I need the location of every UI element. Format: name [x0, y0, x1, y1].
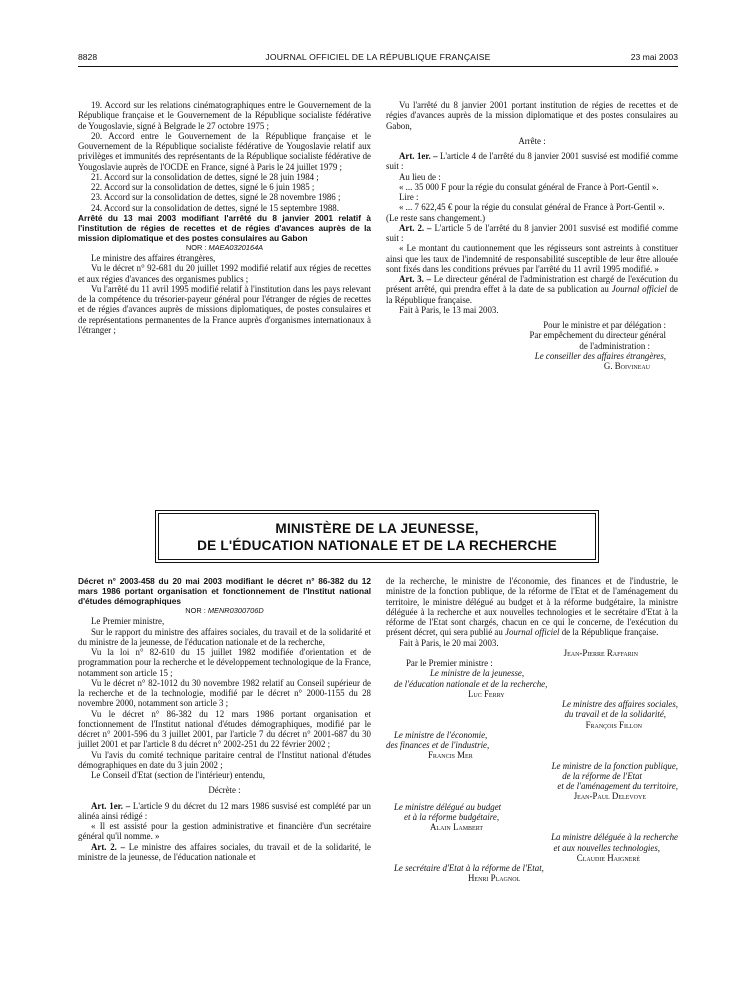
signatory-name: Luc Ferry [468, 688, 505, 699]
paragraph: Vu la loi n° 82-610 du 15 juillet 1982 modifiée d'orientation et de programmation pour la recherche et le développement technologique de la France, notamment son article 15 ; [78, 647, 371, 678]
signature-line: de l'administration : [579, 340, 650, 351]
arrete-heading: Arrête : [518, 135, 546, 146]
paragraph: (Le reste sans changement.) [386, 212, 486, 223]
list-item: 23. Accord sur la consolidation de dettes, signé le 28 novembre 1986 ; [91, 192, 341, 203]
list-item: 22. Accord sur la consolidation de dettes, signé le 6 juin 1985 ; [91, 182, 315, 192]
signatory-name: Henri Plagnol [468, 873, 521, 884]
fait-line: Fait à Paris, le 20 mai 2003. [399, 637, 499, 648]
signatory-name: Alain Lambert [430, 822, 484, 832]
quote: « ... 7 622,45 € pour la régie du consulat général de France à Port-Gentil ». [399, 202, 665, 213]
fait-line: Fait à Paris, le 13 mai 2003. [399, 304, 499, 315]
right-top-column [386, 100, 678, 371]
paragraph: Vu l'avis du comité technique paritaire central de l'Institut national d'études démographiques en date du 3 juin 2002 ; [78, 749, 371, 770]
list-item: 20. Accord entre le Gouvernement de la République française et le Gouvernement de la République socialiste fédérative de Yougoslavie relatif aux privilèges et immunités des représentants de la République socialiste fédérative de Yougoslavie auprès de l'OCDE en France, signé à Paris le 24 juillet 1979 ; [78, 130, 371, 172]
signature-line: La ministre déléguée à la recherche [551, 832, 678, 843]
decret-title: Décret n° 2003-458 du 20 mai 2003 modifiant le décret n° 86-382 du 12 mars 1986 portant organisation et fonctionnement de l'Institut national d'études démographiques [78, 576, 371, 606]
signature-line: et aux nouvelles technologies, [553, 842, 660, 853]
list-item: 21. Accord sur la consolidation de dettes, signé le 28 juin 1984 ; [91, 171, 319, 182]
page-number: 8828 [78, 52, 98, 62]
paragraph: Vu l'arrêté du 8 janvier 2001 portant institution de régies de recettes et de régies d'avances auprès de la mission diplomatique et des postes consulaires au Gabon, [386, 100, 678, 131]
left-bottom-column [78, 576, 371, 862]
signature-line: du travail et de la solidarité, [564, 709, 666, 720]
signature-line: Par empêchement du directeur général [529, 330, 666, 341]
page-header [78, 52, 678, 66]
quote: « Il est assisté pour la gestion administrative et financière d'un secrétaire général qu'il nomme. » [78, 821, 371, 842]
left-top-column [78, 100, 371, 335]
signature-line: de l'éducation nationale et de la recherche, [394, 678, 548, 689]
list-item: 24. Accord sur la consolidation de dettes, signé le 15 septembre 1988. [91, 202, 339, 213]
article-1: Art. 1er. – L'article 9 du décret du 12 mars 1986 susvisé est complété par un alinéa ainsi rédigé : [78, 800, 371, 821]
paragraph: de la recherche, le ministre de l'économie, des finances et de l'industrie, le ministre de la fonction publique, de la réforme de l'Etat et de l'aménagement du territoire, le ministre délégué au budget et à la réforme budgétaire, la ministre déléguée à la recherche et aux nouvelles technologies et le secrétaire d'Etat à la réforme de l'Etat sont chargés, chacun en ce qui le concerne, de l'exécution du présent décret, qui sera publié au Journal officiel de la République française. [386, 576, 678, 638]
signature-line: Par le Premier ministre : [406, 658, 493, 668]
signature-line: Le secrétaire d'Etat à la réforme de l'Etat, [394, 863, 544, 873]
right-bottom-column [386, 576, 678, 884]
ministry-heading: MINISTÈRE DE LA JEUNESSE, DE L'ÉDUCATION NATIONALE ET DE LA RECHERCHE [158, 513, 596, 560]
paragraph: Le Premier ministre, [91, 616, 165, 627]
signatory-name: Francis Mer [428, 750, 473, 761]
signature-line: Pour le ministre et par délégation : [543, 320, 666, 330]
quote: « ... 35 000 F pour la régie du consulat général de France à Port-Gentil ». [399, 181, 659, 192]
header-rule [78, 66, 678, 67]
signatory-name: François Fillon [585, 719, 642, 730]
paragraph: Le Conseil d'Etat (section de l'intérieur) entendu, [91, 770, 265, 780]
paragraph: Sur le rapport du ministre des affaires sociales, du travail et de la solidarité et du ministre de la jeunesse, de l'éducation nationale et de la recherche, [78, 626, 371, 647]
arrete-title: Arrêté du 13 mai 2003 modifiant l'arrêté du 8 janvier 2001 relatif à l'institution de régies de recettes et de régies d'avances auprès de la mission diplomatique et des postes consulaires au Gabon [78, 212, 371, 243]
nor-reference: NOR : MAEA0320164A [185, 242, 264, 252]
issue-date: 23 mai 2003 [630, 52, 678, 62]
signatory-name: G. Boivineau [603, 361, 650, 371]
quote: « Le montant du cautionnement que les régisseurs sont astreints à constituer ainsi que les taux de l'indemnité de responsabilité susceptible de leur être allouée sont fixés dans les conditions prévues par l'arrêté du 11 avril 1995 modifié. » [386, 243, 678, 274]
journal-title: JOURNAL OFFICIEL DE LA RÉPUBLIQUE FRANÇAISE [265, 52, 491, 62]
article-2: Art. 2. – Le ministre des affaires sociales, du travail et de la solidarité, le ministre de la jeunesse, de l'éducation nationale et [78, 841, 371, 862]
signature-line: Le ministre délégué au budget [394, 801, 502, 812]
signatory-name: Claudie Haigneré [576, 852, 640, 863]
signatory-name: Jean-Pierre Raffarin [563, 647, 638, 658]
paragraph: Vu le décret n° 86-382 du 12 mars 1986 portant organisation et fonctionnement de l'Institut national d'études démographiques, modifié par le décret n° 2001-596 du 3 juillet 2001, par l'article 7 du décret n° 2001-687 du 30 juillet 2001 et par l'article 8 du décret n° 2002-251 du 22 février 2002 ; [78, 708, 371, 750]
signature-line: Le ministre de la fonction publique, [551, 760, 678, 771]
paragraph: Vu le décret n° 92-681 du 20 juillet 1992 modifié relatif aux régies de recettes et aux régies d'avances des organismes publics ; [78, 263, 371, 284]
signature-line: de la réforme de l'Etat [562, 770, 642, 781]
signature-line: et de l'aménagement du territoire, [557, 781, 678, 791]
signature-line: Le conseiller des affaires étrangères, [534, 350, 666, 361]
signature-line: Le ministre de la jeunesse, [430, 668, 525, 679]
signature-line: des finances et de l'industrie, [386, 740, 490, 750]
nor-reference: NOR : MENR0300706D [185, 606, 264, 615]
article-3: Art. 3. – Le directeur général de l'administration est chargé de l'exécution du présent arrêté, qui prendra effet à la date de sa publication au Journal officiel de la République française. [386, 274, 678, 305]
article-2: Art. 2. – L'article 5 de l'arrêté du 8 janvier 2001 susvisé est modifié comme suit : [386, 222, 678, 243]
paragraph: Lire : [399, 192, 419, 202]
paragraph: Vu l'arrêté du 11 avril 1995 modifié relatif à l'institution dans les pays relevant de la compétence du trésorier-payeur général pour l'étranger de régies de recettes et de régies d'avances auprès de missions diplomatiques, de postes consulaires et de représentations permanentes de la France auprès d'organismes internationaux à l'étranger ; [78, 283, 371, 335]
paragraph: Vu le décret n° 82-1012 du 30 novembre 1982 relatif au Conseil supérieur de la recherche et de la technologie, modifié par le décret n° 2000-1155 du 28 novembre 2000, notamment son article 3 ; [78, 677, 371, 709]
signature-line: et à la réforme budgétaire, [404, 811, 500, 822]
paragraph: Le ministre des affaires étrangères, [91, 253, 216, 263]
signature-line: Le ministre des affaires sociales, [562, 699, 678, 709]
list-item: 19. Accord sur les relations cinématographiques entre le Gouvernement de la République française et le Gouvernement de la République socialiste fédérative de Yougoslavie, signé à Belgrade le 27 octobre 1975 ; [78, 100, 371, 131]
paragraph: Au lieu de : [399, 171, 441, 182]
signatory-name: Jean-Paul Delevoye [573, 791, 646, 802]
signature-line: Le ministre de l'économie, [394, 729, 488, 740]
article-1: Art. 1er. – L'article 4 de l'arrêté du 8 janvier 2001 susvisé est modifié comme suit : [386, 151, 678, 172]
decrete-heading: Décrète : [208, 785, 241, 796]
